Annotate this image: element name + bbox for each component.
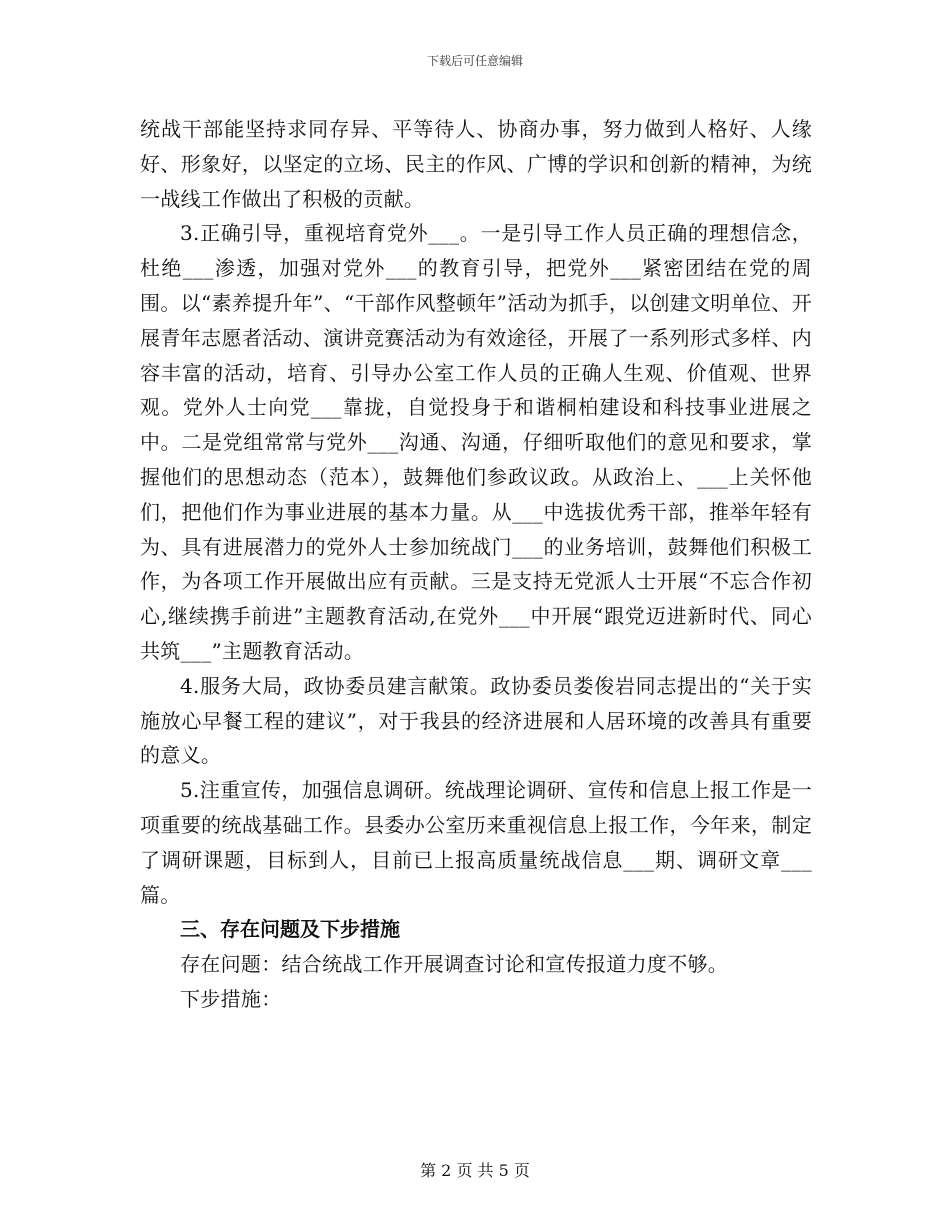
section-heading: 三、存在问题及下步措施 [180, 917, 400, 942]
paragraph-item-5: 5.注重宣传，加强信息调研。统战理论调研、宣传和信息上报工作是一项重要的统战基础工作。县委办公室历来重视信息上报工作，今年来，制定了调研课题，目标到人，目前已上报高质量统战信息___期、调研文章___篇。 [140, 778, 812, 907]
paragraph-continuation: 统战干部能坚持求同存异、平等待人、协商办事，努力做到人格好、人缘好、形象好，以坚定的立场、民主的作风、广博的学识和创新的精神，为统一战线工作做出了积极的贡献。 [140, 117, 812, 211]
next-steps-paragraph: 下步措施： [180, 986, 282, 1011]
problems-paragraph: 存在问题：结合统战工作开展调查讨论和宣传报道力度不够。 [180, 952, 729, 977]
paragraph-item-4: 4.服务大局，政协委员建言献策。政协委员娄俊岩同志提出的“关于实施放心早餐工程的建议”，对于我县的经济进展和人居环境的改善具有重要的意义。 [140, 673, 812, 768]
paragraph-item-3: 3.正确引导，重视培育党外___。一是引导工作人员正确的理想信念，杜绝___渗透，加强对党外___的教育引导，把党外___紧密团结在党的周围。以“素养提升年”、“干部作风整顿年”活动为抓手，以创建文明单位、开展青年志愿者活动、演讲竞赛活动为有效途径，开展了一系列形式多样、内容丰富的活动，培育、引导办公室工作人员的正确人生观、价值观、世界观。党外人士向党___靠拢，自觉投身于和谐桐柏建设和科技事业进展之中。二是党组常常与党外___沟通、沟通，仔细听取他们的意见和要求，掌握他们的思想动态（范本），鼓舞他们参政议政。从政治上、___上关怀他们，把他们作为事业进展的基本力量。从___中选拔优秀干部，推举年轻有为、具有进展潜力的党外人士参加统战门___的业务培训，鼓舞他们积极工作，为各项工作开展做出应有贡献。三是支持无党派人士开展“不忘合作初心,继续携手前进”主题教育活动,在党外___中开展“跟党迈进新时代、同心共筑___”主题教育活动。 [140, 221, 812, 663]
page-header: 下载后可任意编辑 [426, 54, 523, 68]
document-body [140, 112, 812, 1017]
page-number: 第 2 页 共 5 页 [420, 1161, 530, 1180]
